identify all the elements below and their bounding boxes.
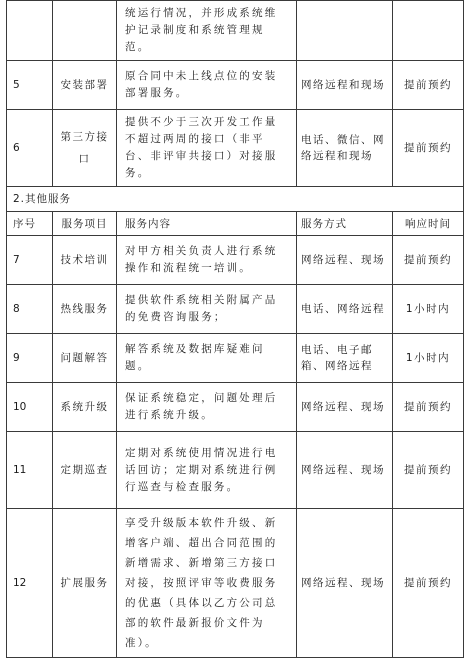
header-row — [7, 212, 464, 236]
response-cell: 提前预约 — [393, 110, 464, 187]
content-cell: 提供软件系统相关附属产品的免费咨询服务； — [117, 285, 297, 334]
response-cell — [393, 1, 464, 61]
no-cell — [7, 1, 53, 61]
response-cell: 提前预约 — [393, 509, 464, 658]
header-content: 服务内容 — [117, 212, 297, 236]
content-cell: 统运行情况，并形成系统维护记录制度和系统管理规范。 — [117, 1, 297, 61]
response-cell: 提前预约 — [393, 383, 464, 432]
table-row — [7, 285, 464, 334]
content-cell: 解答系统及数据库疑难问题。 — [117, 334, 297, 383]
service-table — [6, 0, 464, 658]
table-row — [7, 432, 464, 509]
response-cell: 1小时内 — [393, 334, 464, 383]
response-cell: 提前预约 — [393, 61, 464, 110]
mode-cell: 网络远程、现场 — [297, 383, 393, 432]
item-cell: 安装部署 — [53, 61, 117, 110]
mode-cell: 网络远程、现场 — [297, 509, 393, 658]
response-cell: 1小时内 — [393, 285, 464, 334]
item-cell: 问题解答 — [53, 334, 117, 383]
header-item: 服务项目 — [53, 212, 117, 236]
no-cell: 6 — [7, 110, 53, 187]
header-no: 序号 — [7, 212, 53, 236]
table-row — [7, 383, 464, 432]
table-row — [7, 334, 464, 383]
no-cell: 5 — [7, 61, 53, 110]
content-cell: 享受升级版本软件升级、新增客户端、超出合同范围的新增需求、新增第三方接口对接，按照评审等收费服务的优惠（具体以乙方公司总部的软件最新报价文件为准）。 — [117, 509, 297, 658]
no-cell: 12 — [7, 509, 53, 658]
response-cell: 提前预约 — [393, 236, 464, 285]
item-cell: 热线服务 — [53, 285, 117, 334]
document-page — [6, 0, 463, 658]
header-mode: 服务方式 — [297, 212, 393, 236]
mode-cell — [297, 1, 393, 61]
item-cell: 第三方接口 — [53, 110, 117, 187]
content-cell: 提供不少于三次开发工作量不超过两周的接口（非平台、非评审共接口）对接服务。 — [117, 110, 297, 187]
header-response: 响应时间 — [393, 212, 464, 236]
mode-cell: 电话、网络远程 — [297, 285, 393, 334]
section-title-row — [7, 187, 464, 212]
item-cell — [53, 1, 117, 61]
mode-cell: 网络远程、现场 — [297, 236, 393, 285]
no-cell: 7 — [7, 236, 53, 285]
item-cell: 定期巡查 — [53, 432, 117, 509]
section-title: 2.其他服务 — [7, 187, 464, 212]
item-cell: 扩展服务 — [53, 509, 117, 658]
content-cell: 保证系统稳定，问题处理后进行系统升级。 — [117, 383, 297, 432]
mode-cell: 网络远程、现场 — [297, 432, 393, 509]
no-cell: 8 — [7, 285, 53, 334]
content-cell: 对甲方相关负责人进行系统操作和流程统一培训。 — [117, 236, 297, 285]
no-cell: 9 — [7, 334, 53, 383]
mode-cell: 网络远程和现场 — [297, 61, 393, 110]
content-cell: 原合同中未上线点位的安装部署服务。 — [117, 61, 297, 110]
table-row — [7, 1, 464, 61]
item-cell: 技术培训 — [53, 236, 117, 285]
response-cell: 提前预约 — [393, 432, 464, 509]
table-row — [7, 110, 464, 187]
mode-cell: 电话、微信、网络远程和现场 — [297, 110, 393, 187]
content-cell: 定期对系统使用情况进行电话回访；定期对系统进行例行巡查与检查服务。 — [117, 432, 297, 509]
table-row — [7, 61, 464, 110]
mode-cell: 电话、电子邮箱、网络远程 — [297, 334, 393, 383]
item-cell: 系统升级 — [53, 383, 117, 432]
no-cell: 11 — [7, 432, 53, 509]
no-cell: 10 — [7, 383, 53, 432]
table-row — [7, 509, 464, 658]
table-row — [7, 236, 464, 285]
